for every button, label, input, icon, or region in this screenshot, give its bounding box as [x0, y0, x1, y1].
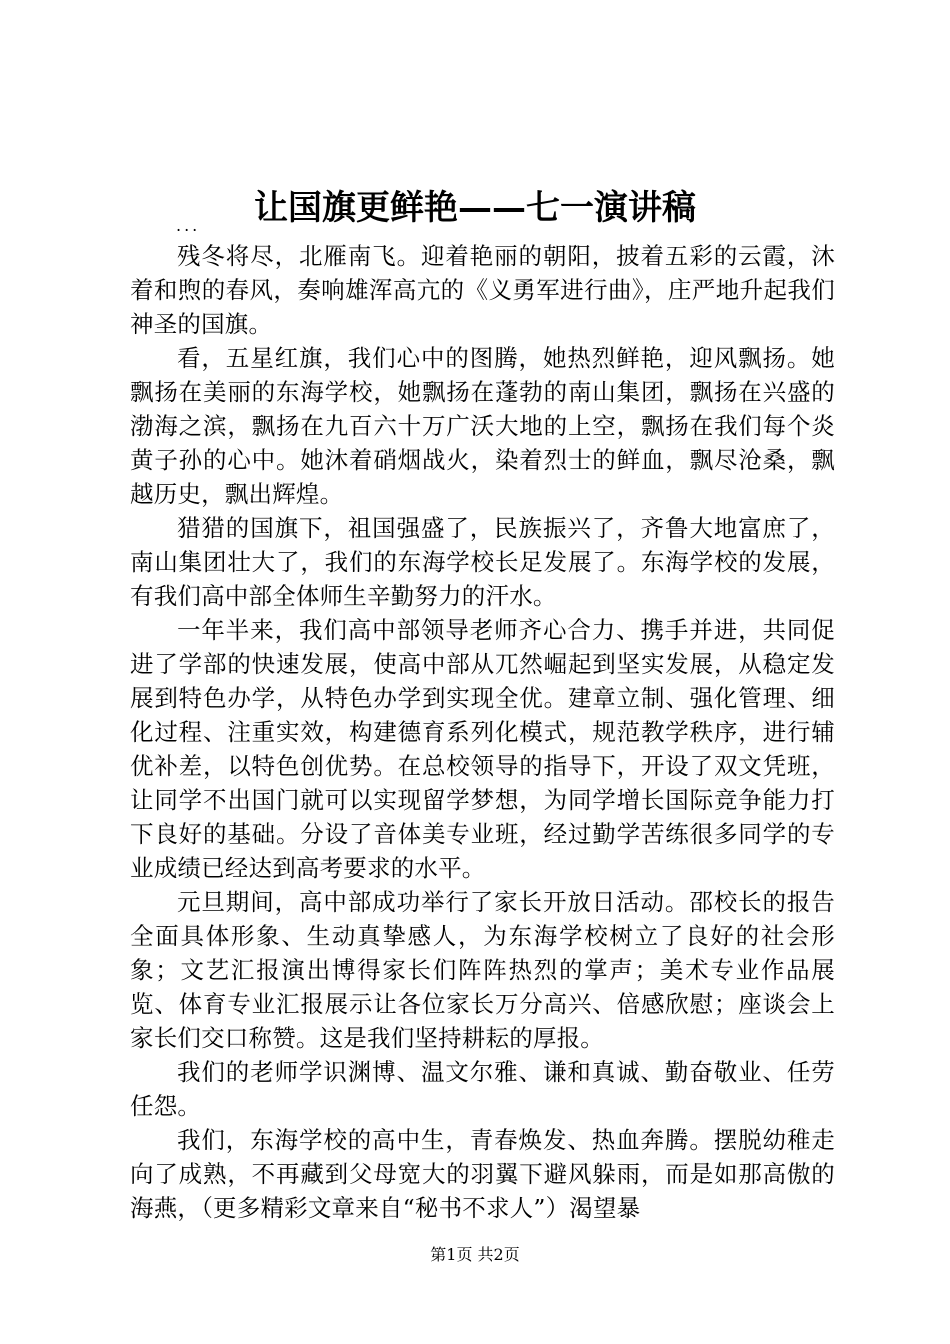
paragraph-6: 我们的老师学识渊博、温文尔雅、谦和真诚、勤奋敬业、任劳任怨。 [130, 1058, 835, 1120]
paragraph-3: 猎猎的国旗下，祖国强盛了，民族振兴了，齐鲁大地富庶了，南山集团壮大了，我们的东海学校长足发展了。东海学校的发展，有我们高中部全体师生辛勤努力的汗水。 [130, 514, 835, 610]
paragraph-2: 看，五星红旗，我们心中的图腾，她热烈鲜艳，迎风飘扬。她飘扬在美丽的东海学校，她飘扬在蓬勃的南山集团，飘扬在兴盛的渤海之滨，飘扬在九百六十万广沃大地的上空，飘扬在我们每个炎黄子孙的心中。她沐着硝烟战火，染着烈士的鲜血，飘尽沧桑，飘越历史，飘出辉煌。 [130, 344, 835, 508]
paragraph-5: 元旦期间，高中部成功举行了家长开放日活动。邵校长的报告全面具体形象、生动真挚感人，为东海学校树立了良好的社会形象；文艺汇报演出博得家长们阵阵热烈的掌声；美术专业作品展览、体育专业汇报展示让各位家长万分高兴、倍感欣慰；座谈会上家长们交口称赞。这是我们坚持耕耘的厚报。 [130, 888, 835, 1052]
paragraph-7: 我们，东海学校的高中生，青春焕发、热血奔腾。摆脱幼稚走向了成熟，不再藏到父母宽大的羽翼下避风躲雨，而是如那高傲的海燕，（更多精彩文章来自“秘书不求人”）渴望暴 [130, 1126, 835, 1222]
paragraph-1: 残冬将尽，北雁南飞。迎着艳丽的朝阳，披着五彩的云霞，沐着和煦的春风，奏响雄浑高亢的《义勇军进行曲》，庄严地升起我们神圣的国旗。 [130, 242, 835, 338]
title-ellipsis: ... [176, 216, 201, 235]
document-title: 让国旗更鲜艳——七一演讲稿 [254, 188, 696, 228]
page-number-footer: 第1页 共2页 [430, 1245, 520, 1264]
document-body [130, 239, 835, 1225]
paragraph-4: 一年半来，我们高中部领导老师齐心合力、携手并进，共同促进了学部的快速发展，使高中部从兀然崛起到坚实发展，从稳定发展到特色办学，从特色办学到实现全优。建章立制、强化管理、细化过程、注重实效，构建德育系列化模式，规范教学秩序，进行辅优补差，以特色创优势。在总校领导的指导下，开设了双文凭班，让同学不出国门就可以实现留学梦想，为同学增长国际竞争能力打下良好的基础。分设了音体美专业班，经过勤学苦练很多同学的专业成绩已经达到高考要求的水平。 [130, 616, 835, 882]
